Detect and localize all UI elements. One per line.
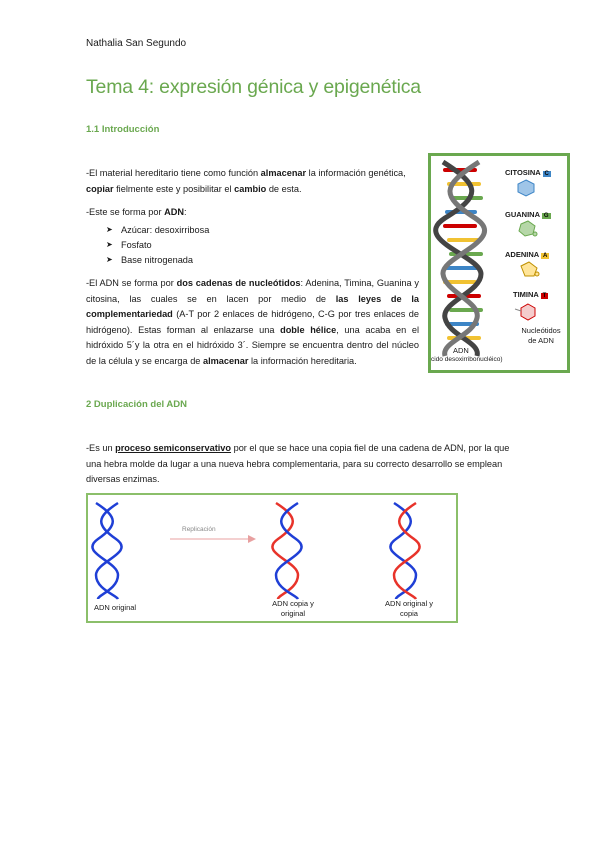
guanine-label: GUANINA xyxy=(505,210,540,219)
list-item-label: Azúcar: desoxirribosa xyxy=(121,225,210,235)
text: -Es un xyxy=(86,443,116,453)
list-item-label: Fosfato xyxy=(121,240,152,250)
text: -El ADN se forma por xyxy=(86,278,177,288)
replication-arrow-label: Replicación xyxy=(182,526,216,533)
page-title: Tema 4: expresión génica y epigenética xyxy=(86,76,421,98)
label-line: original xyxy=(280,609,306,618)
paragraph-duplication xyxy=(86,441,518,488)
text: -El material hereditario tiene como función xyxy=(86,168,261,178)
text: la información hereditaria. xyxy=(248,355,357,366)
legend-cytosine xyxy=(505,168,551,177)
bold-text: ADN xyxy=(164,207,185,217)
legend-guanine xyxy=(505,210,551,219)
bold-text: cambio xyxy=(234,183,267,194)
text: fielmente este y posibilitar el xyxy=(113,183,235,194)
arrow-bullet-icon: ➤ xyxy=(106,255,113,264)
components-list xyxy=(106,225,306,270)
text: de esta. xyxy=(266,183,302,194)
adenine-label: ADENINA xyxy=(505,250,539,259)
text: , una acaba en el hidróxido 5´y la otra en el hidróxido 3´. Siempre se encuentra dentro del núcleo de la célula y se encarga de xyxy=(86,324,420,366)
text: la información genética, xyxy=(306,168,406,178)
text: (A-T por 2 enlaces de hidrógeno, C-G por tres enlaces de hidrógeno). Estas forman al enlazarse una xyxy=(86,309,419,335)
thymine-tag: T xyxy=(542,293,547,299)
guanine-tag: G xyxy=(543,213,549,219)
paragraph-material xyxy=(86,166,406,197)
label-line: ADN copia y xyxy=(272,599,314,608)
legend-adenine xyxy=(505,250,549,259)
bold-text: doble hélice xyxy=(280,324,337,335)
dna-nucleotides-figure xyxy=(428,153,570,373)
text: : Adenina, Timina, Guanina y citosina, las cuales se en lacen por medio de xyxy=(86,278,419,304)
adenine-tag: A xyxy=(542,253,548,259)
label-line: copia xyxy=(400,609,418,618)
dna-replication-figure xyxy=(86,493,458,623)
list-item-label: Base nitrogenada xyxy=(121,255,194,265)
nucleotides-caption: Nucleótidos de ADN xyxy=(521,326,561,345)
cytosine-label: CITOSINA xyxy=(505,168,541,177)
thymine-label: TIMINA xyxy=(513,290,539,299)
list-item xyxy=(106,240,306,255)
bold-text: dos cadenas de nucleótidos xyxy=(176,278,301,288)
arrow-bullet-icon: ➤ xyxy=(106,240,113,249)
cytosine-tag: C xyxy=(544,171,549,177)
original-dna-helix xyxy=(92,503,121,599)
section-heading-duplication: 2 Duplicación del ADN xyxy=(86,399,187,410)
dna-caption: ADN xyxy=(453,346,469,355)
paragraph-formed-by xyxy=(86,205,187,221)
copy-dna-helix-1 xyxy=(272,503,301,599)
label-original-and-copy xyxy=(376,599,442,619)
arrow-bullet-icon: ➤ xyxy=(106,225,113,234)
bold-text: almacenar xyxy=(260,168,307,178)
bold-text: proceso semiconservativo xyxy=(115,443,232,453)
text: por el que se hace una copia fiel de una cadena de ADN, por la que una hebra molde da lugar a una nueva hebra complementaria, para su correcto desarrollo se emplean diversas enzimas. xyxy=(86,443,510,484)
paragraph-dna-structure xyxy=(86,276,419,369)
bold-text: las leyes de la complementariedad xyxy=(86,293,420,319)
text: -Este se forma por xyxy=(86,207,165,217)
dna-full-caption: cido desoxirribonucléico) xyxy=(431,356,503,363)
bold-text: copiar xyxy=(86,183,114,194)
legend-thymine xyxy=(513,290,548,299)
list-item xyxy=(106,255,306,270)
label-line: ADN original y xyxy=(385,599,433,608)
author-name: Nathalia San Segundo xyxy=(86,38,187,49)
text: : xyxy=(184,207,187,217)
label-copy-and-original xyxy=(264,599,322,619)
copy-dna-helix-2 xyxy=(390,503,419,599)
section-heading-intro: 1.1 Introducción xyxy=(86,124,160,135)
label-original-dna: ADN original xyxy=(94,603,137,612)
list-item xyxy=(106,225,306,240)
bold-text: almacenar xyxy=(202,355,249,366)
